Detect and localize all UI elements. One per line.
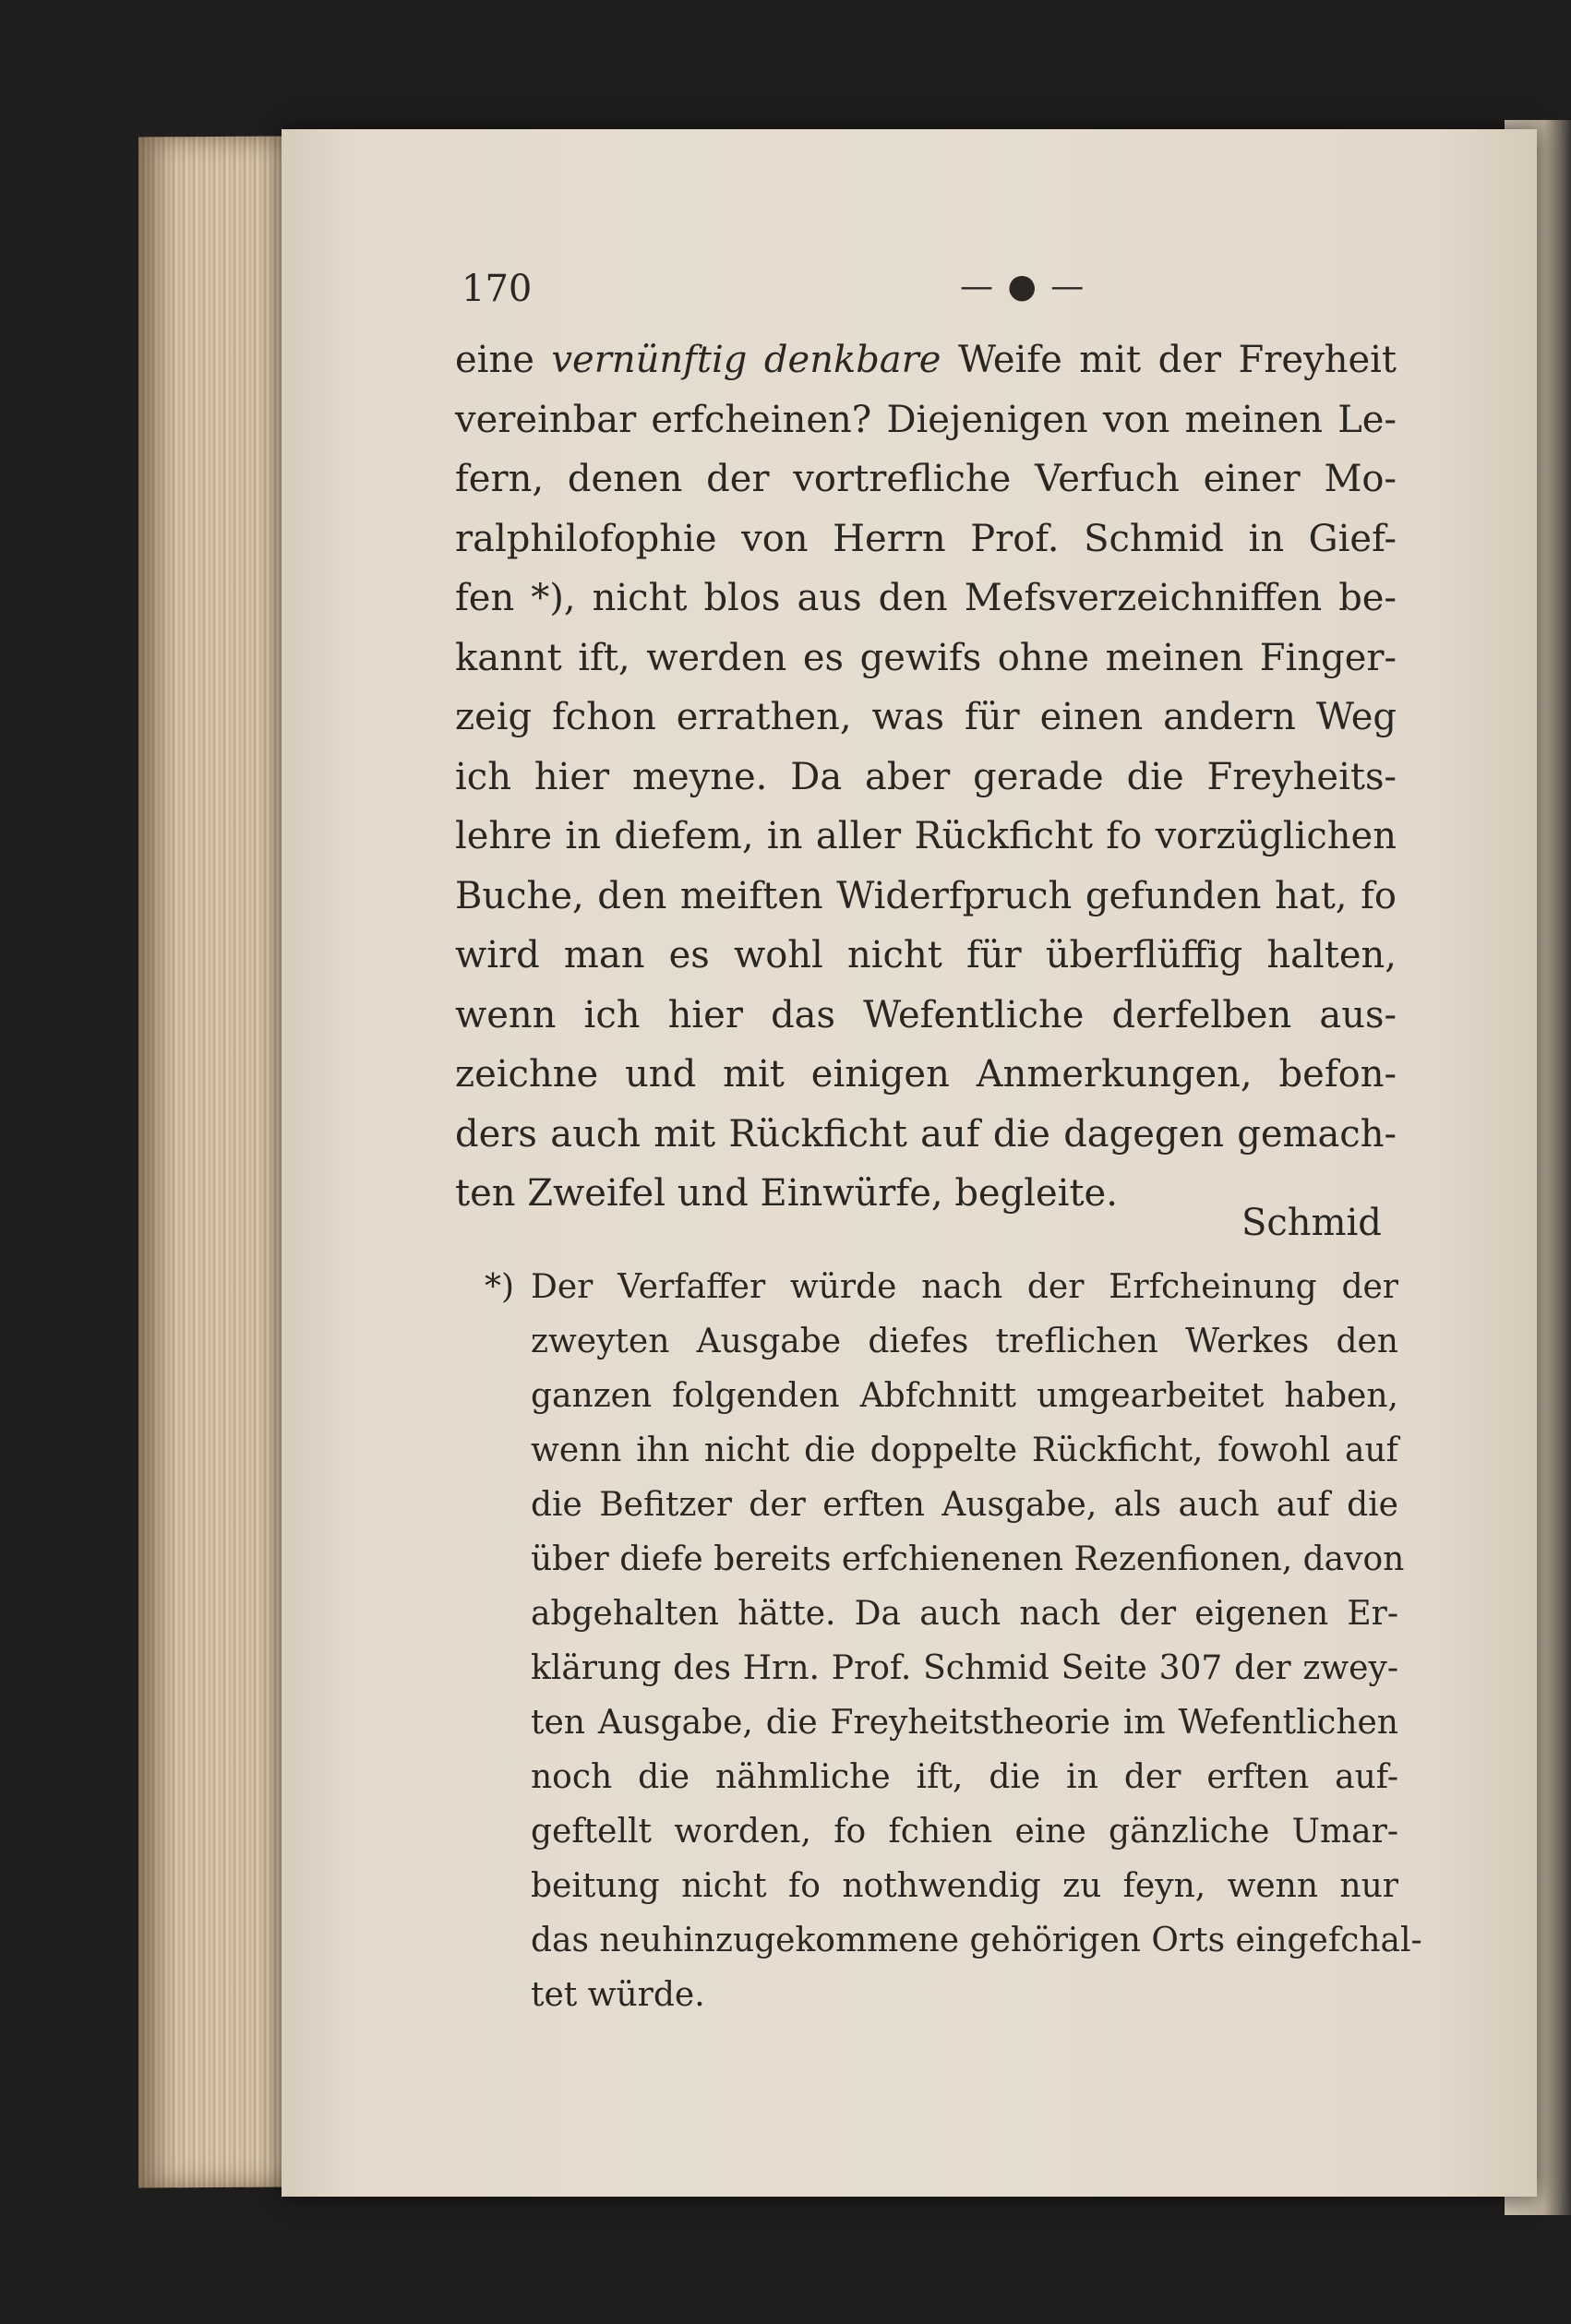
text-line [455, 509, 1397, 569]
header-ornament: — ● — [960, 268, 1086, 305]
text-segment: ten Zweifel und Einwürfe, begleite. [455, 1172, 1118, 1215]
text-line [455, 867, 1397, 927]
signature: Schmid [1241, 1202, 1382, 1244]
footnote-line: noch die nähmliche ift, die in der erften auf- [531, 1758, 1398, 1796]
main-text [455, 330, 1397, 1224]
footnote-line: ten Ausgabe, die Freyheitstheorie im Wefentlichen [531, 1704, 1398, 1742]
footnote-line: beitung nicht fo nothwendig zu feyn, wenn nur [531, 1867, 1398, 1905]
footnote-text [531, 1260, 1422, 2022]
text-line [455, 688, 1397, 748]
page-header [462, 268, 1394, 323]
text-line [455, 748, 1397, 808]
text-segment: kannt ift, werden es gewifs ohne meinen Finger- [455, 636, 1397, 679]
text-segment: ralphilofophie von Herrn Prof. Schmid in Gief- [455, 517, 1397, 560]
footnote-line: ganzen folgenden Abfchnitt umgearbeitet haben, [531, 1377, 1398, 1415]
text-segment: zeichne und mit einigen Anmerkungen, befon- [455, 1053, 1397, 1096]
text-line [455, 390, 1397, 450]
footnote-line: das neuhinzugekommene gehörigen Orts eingefchal- [531, 1922, 1422, 1959]
book-page [282, 129, 1537, 2197]
text-line [455, 986, 1397, 1046]
text-segment: vereinbar erfcheinen? Diejenigen von meinen Le- [455, 398, 1397, 441]
footnote-line: Der Verfaffer würde nach der Erfcheinung der [531, 1268, 1398, 1306]
text-segment: ders auch mit Rückficht auf die dagegen gemach- [455, 1112, 1397, 1156]
footnote-line: tet würde. [531, 1976, 705, 2014]
text-line [455, 569, 1397, 629]
text-segment: eine [455, 339, 552, 381]
text-segment: Weife mit der Freyheit [941, 339, 1397, 381]
text-line [455, 807, 1397, 867]
text-segment: wenn ich hier das Wefentliche derfelben aus- [455, 993, 1397, 1036]
footnote-line: über diefe bereits erfchienenen Rezenfionen, davon [531, 1540, 1405, 1578]
text-segment: zeig fchon errathen, was für einen andern Weg [455, 696, 1397, 738]
page-number: 170 [462, 268, 533, 310]
page-edges [138, 136, 286, 2187]
text-line [455, 1105, 1397, 1165]
text-line [455, 1045, 1397, 1105]
text-segment: wird man es wohl nicht für überflüffig halten, [455, 934, 1397, 976]
text-segment: ich hier meyne. Da aber gerade die Freyheits- [455, 755, 1397, 798]
text-segment: lehre in diefem, in aller Rückficht fo vorzüglichen [455, 815, 1397, 857]
text-segment: fern, denen der vortrefliche Verfuch einer Mo- [455, 458, 1397, 500]
footnote-line: die Befitzer der erften Ausgabe, als auch auf die [531, 1486, 1398, 1524]
emphasized-text: vernünftig denkbare [551, 339, 941, 381]
footnote-line: klärung des Hrn. Prof. Schmid Seite 307 der zwey- [531, 1649, 1398, 1687]
text-line [455, 926, 1397, 986]
footnote-line: geftellt worden, fo fchien eine gänzliche Umar- [531, 1813, 1398, 1851]
text-line [455, 449, 1397, 509]
footnote-line: zweyten Ausgabe diefes treflichen Werkes den [531, 1323, 1398, 1360]
text-segment: Buche, den meiften Widerfpruch gefunden hat, fo [455, 874, 1397, 917]
text-line [455, 330, 1397, 390]
text-line [455, 629, 1397, 689]
footnote-line: wenn ihn nicht die doppelte Rückficht, fowohl auf [531, 1432, 1398, 1469]
footnote-marker: *) [485, 1268, 515, 1306]
text-segment: fen *), nicht blos aus den Mefsverzeichniffen be- [455, 577, 1397, 619]
footnote-line: abgehalten hätte. Da auch nach der eigenen Er- [531, 1595, 1398, 1633]
